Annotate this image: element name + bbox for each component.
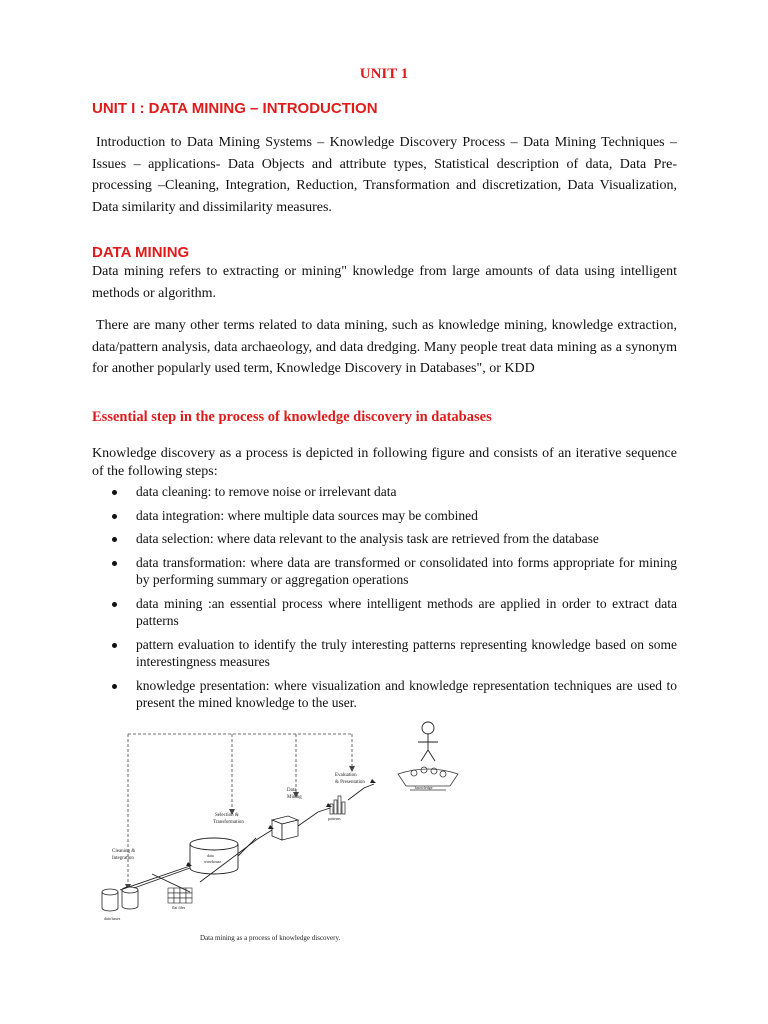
list-item bbox=[112, 483, 677, 501]
step-text: data selection: where data relevant to the analysis task are retrieved from the database bbox=[136, 531, 599, 546]
step-text: data mining :an essential process where intelligent methods are applied in order to extract data patterns bbox=[136, 595, 677, 628]
bullet-icon bbox=[112, 561, 117, 566]
feedback-arrowheads bbox=[125, 766, 355, 890]
cleaning-label-2: Integration bbox=[112, 856, 134, 861]
step-text: data cleaning: to remove noise or irrelevant data bbox=[136, 484, 397, 499]
flat-files-label: flat files bbox=[172, 905, 186, 910]
intro-heading: UNIT I : DATA MINING – INTRODUCTION bbox=[92, 100, 378, 117]
cleaning-label-1: Cleaning & bbox=[112, 849, 136, 854]
step-text: data integration: where multiple data sources may be combined bbox=[136, 507, 478, 523]
evaluation-label-2: & Presentation bbox=[335, 780, 365, 785]
data-mining-definition: Data mining refers to extracting or mining" knowledge from large amounts of data using intelligent methods or algorithm. bbox=[92, 264, 677, 301]
selection-label-1: Selection & bbox=[215, 813, 239, 818]
databases-cylinders bbox=[102, 887, 138, 911]
warehouse-label-2: warehouse bbox=[204, 859, 222, 864]
step-text: data transformation: where data are transformed or consolidated into forms appropriate for mining by performing summary or aggregation operations bbox=[136, 554, 677, 587]
bullet-icon bbox=[112, 514, 117, 519]
user-stick-figure bbox=[418, 722, 438, 761]
bullet-icon bbox=[112, 684, 117, 689]
warehouse-label-1: data bbox=[207, 853, 214, 858]
bullet-icon bbox=[112, 537, 117, 542]
data-mining-synonyms-paragraph: There are many other terms related to data mining, such as knowledge mining, knowledge extraction, data/pattern analysis, data archaeology, and data dredging. Many people treat data mining as a synonym for another popularly used term, Knowledge Discovery in Databases", or KDD bbox=[92, 318, 677, 376]
list-item bbox=[112, 636, 677, 671]
list-item bbox=[112, 507, 677, 525]
knowledge-discovery-intro: Knowledge discovery as a process is depicted in following figure and consists of an iterative sequence of the following steps: bbox=[92, 446, 677, 479]
feedback-lines bbox=[128, 734, 352, 886]
step-text: knowledge presentation: where visualization and knowledge representation techniques are used to present the mined knowledge to the user. bbox=[136, 677, 677, 710]
patterns-label: patterns bbox=[328, 816, 341, 821]
bullet-icon bbox=[112, 490, 117, 495]
mining-label-2: Mining bbox=[287, 795, 302, 800]
figure-caption: Data mining as a process of knowledge discovery. bbox=[200, 934, 341, 942]
knowledge-label: knowledge bbox=[415, 785, 433, 790]
warehouse-cylinder bbox=[190, 838, 238, 874]
data-mining-heading: DATA MINING bbox=[92, 244, 190, 261]
databases-label: data bases bbox=[104, 916, 121, 921]
essential-steps-heading: Essential step in the process of knowledge discovery in databases bbox=[92, 409, 492, 425]
step-text: pattern evaluation to identify the truly interesting patterns representing knowledge based on some interestingness measures bbox=[136, 636, 677, 669]
bullet-icon bbox=[112, 643, 117, 648]
selection-label-2: Transformation bbox=[213, 820, 244, 825]
kdd-steps-list bbox=[112, 483, 677, 718]
list-item bbox=[112, 677, 677, 712]
selected-data-cube bbox=[272, 816, 298, 840]
patterns-bars bbox=[330, 796, 345, 814]
kdd-diagram bbox=[92, 716, 492, 946]
mining-label-1: Data bbox=[287, 788, 297, 793]
unit-title: UNIT 1 bbox=[359, 66, 409, 82]
list-item bbox=[112, 554, 677, 589]
list-item bbox=[112, 595, 677, 630]
evaluation-label-1: Evaluation bbox=[335, 773, 357, 778]
intro-paragraph: Introduction to Data Mining Systems – Knowledge Discovery Process – Data Mining Techniques – Issues – applications- Data Objects and attribute types, Statistical description of data, Data Pre- processing –Cleaning, Integration, Reduction, Transformation and discretization, Data Visualization, Data similarity and dissimilarity measures. bbox=[92, 135, 677, 215]
flat-files-grid bbox=[168, 888, 192, 903]
kdd-process-figure bbox=[92, 716, 492, 946]
list-item bbox=[112, 530, 677, 548]
bullet-icon bbox=[112, 602, 117, 607]
